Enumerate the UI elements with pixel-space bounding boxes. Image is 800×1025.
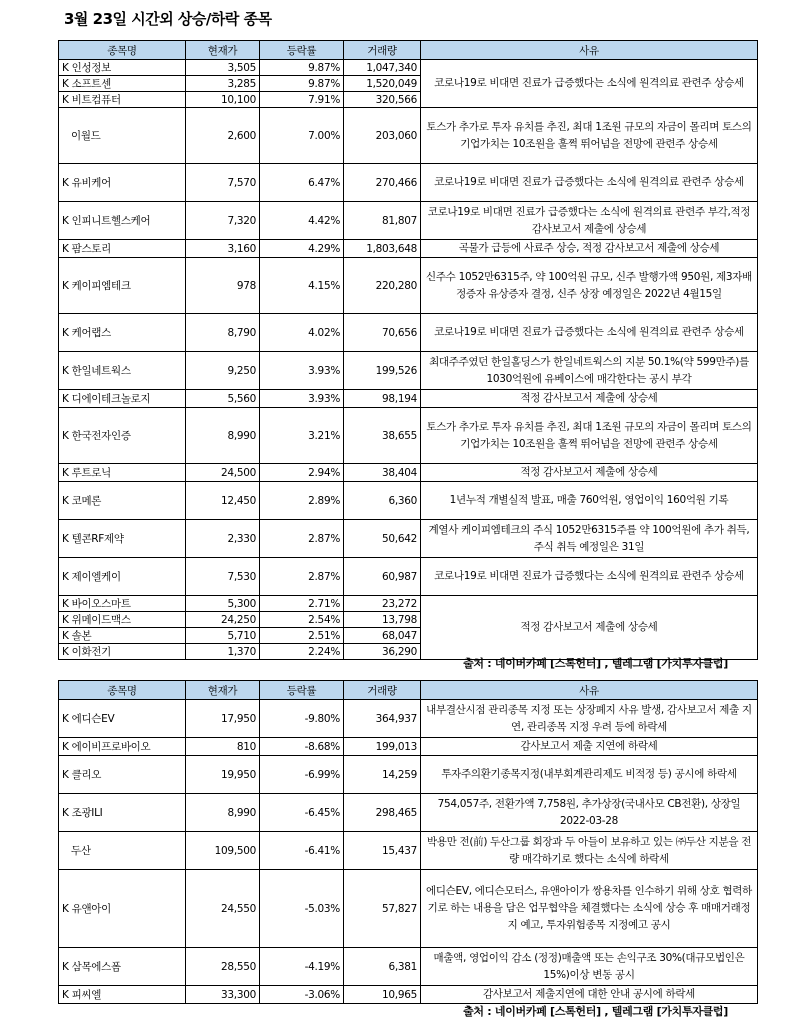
stock-reason: 매출액, 영업이익 감소 (정정)매출액 또는 손익구조 30%(대규모법인은 15%)이상 변동 공시 <box>421 948 758 986</box>
stock-reason: 에디슨EV, 에디슨모터스, 유앤아이가 쌍용차를 인수하기 위해 상호 협력하기로 하는 내용을 담은 업무협약을 체결했다는 소식에 상승 후 매매거래정지 예고, 투자위험종목 지정예고 공시 <box>421 870 758 948</box>
stock-change: 2.87% <box>260 520 344 558</box>
stock-reason: 신주수 1052만6315주, 약 100억원 규모, 신주 발행가액 950원, 제3자배정증자 유상증자 결정, 신주 상장 예정일은 2022년 4월15일 <box>421 258 758 314</box>
stock-reason: 감사보고서 제출 지연에 하락세 <box>421 738 758 756</box>
stock-price: 5,710 <box>186 628 260 644</box>
table-row <box>59 596 758 612</box>
table-row <box>59 108 758 164</box>
stock-change: 4.02% <box>260 314 344 352</box>
stock-price: 810 <box>186 738 260 756</box>
stock-price: 3,285 <box>186 76 260 92</box>
stock-volume: 1,047,340 <box>344 60 421 76</box>
stock-volume: 50,642 <box>344 520 421 558</box>
table-row <box>59 164 758 202</box>
stock-name: K 디에이테크놀로지 <box>59 390 186 408</box>
stock-name: K 이화전기 <box>59 644 186 660</box>
stock-name: K 조광ILI <box>59 794 186 832</box>
stock-reason: 754,057주, 전환가액 7,758원, 추가상장(국내사모 CB전환), 상장일 2022-03-28 <box>421 794 758 832</box>
table-row <box>59 700 758 738</box>
stock-change: 6.47% <box>260 164 344 202</box>
table-row <box>59 202 758 240</box>
stock-reason: 코로나19로 비대면 진료가 급증했다는 소식에 원격의료 관련주 상승세 <box>421 164 758 202</box>
stock-reason: 토스가 추가로 투자 유치를 추진, 최대 1조원 규모의 자금이 몰리며 토스의 기업가치는 10조원을 훌쩍 뛰어넘을 전망에 관련주 상승세 <box>421 408 758 464</box>
stock-change: 2.87% <box>260 558 344 596</box>
source-note: 출처 : 네이버카페 [스톡헌터] , 텔레그램 [가치투자클럽] <box>463 657 728 670</box>
stock-name: K 인성정보 <box>59 60 186 76</box>
stock-name: K 제이엘케이 <box>59 558 186 596</box>
stock-reason: 코로나19로 비대면 진료가 급증했다는 소식에 원격의료 관련주 상승세 <box>421 60 758 108</box>
stock-change: -9.80% <box>260 700 344 738</box>
stock-price: 33,300 <box>186 986 260 1004</box>
stock-reason: 토스가 추가로 투자 유치를 추진, 최대 1조원 규모의 자금이 몰리며 토스의 기업가치는 10조원을 훌쩍 뛰어넘을 전망에 관련주 상승세 <box>421 108 758 164</box>
header-change: 등락률 <box>260 681 344 700</box>
stock-reason: 박용만 전(前) 두산그룹 회장과 두 아들이 보유하고 있는 ㈜두산 지분을 전량 매각하기로 했다는 소식에 하락세 <box>421 832 758 870</box>
stock-reason: 코로나19로 비대면 진료가 급증했다는 소식에 원격의료 관련주 부각,적정 감사보고서 제출에 상승세 <box>421 202 758 240</box>
stock-name: K 케어랩스 <box>59 314 186 352</box>
stock-change: 7.00% <box>260 108 344 164</box>
stock-name: K 에디슨EV <box>59 700 186 738</box>
table-row <box>59 60 758 76</box>
stock-change: 4.29% <box>260 240 344 258</box>
stock-reason: 적정 감사보고서 제출에 상승세 <box>421 596 758 660</box>
stock-volume: 6,381 <box>344 948 421 986</box>
stock-price: 978 <box>186 258 260 314</box>
stock-change: 2.94% <box>260 464 344 482</box>
stock-name: K 피씨엘 <box>59 986 186 1004</box>
stock-volume: 57,827 <box>344 870 421 948</box>
stock-reason: 적정 감사보고서 제출에 상승세 <box>421 464 758 482</box>
stock-price: 8,790 <box>186 314 260 352</box>
stock-price: 10,100 <box>186 92 260 108</box>
stock-volume: 203,060 <box>344 108 421 164</box>
stock-price: 7,570 <box>186 164 260 202</box>
header-reason: 사유 <box>421 681 758 700</box>
stock-volume: 220,280 <box>344 258 421 314</box>
stock-volume: 6,360 <box>344 482 421 520</box>
stock-price: 17,950 <box>186 700 260 738</box>
table-row <box>59 832 758 870</box>
header-volume: 거래량 <box>344 681 421 700</box>
stock-change: 3.93% <box>260 352 344 390</box>
stock-reason: 적정 감사보고서 제출에 상승세 <box>421 390 758 408</box>
stock-change: -6.41% <box>260 832 344 870</box>
stock-reason: 계열사 케이피엠테크의 주식 1052만6315주를 약 100억원에 추가 취득, 주식 취득 예정일은 31일 <box>421 520 758 558</box>
stock-change: -6.45% <box>260 794 344 832</box>
stock-change: 2.24% <box>260 644 344 660</box>
stock-volume: 1,520,049 <box>344 76 421 92</box>
stock-change: 2.51% <box>260 628 344 644</box>
stock-change: 9.87% <box>260 60 344 76</box>
table-row <box>59 520 758 558</box>
table-row <box>59 558 758 596</box>
stock-volume: 98,194 <box>344 390 421 408</box>
table-row <box>59 352 758 390</box>
stock-reason: 내부결산시점 관리종목 지정 또는 상장폐지 사유 발생, 감사보고서 제출 지연, 관리종목 지정 우려 등에 하락세 <box>421 700 758 738</box>
stock-price: 1,370 <box>186 644 260 660</box>
stock-name: K 솔본 <box>59 628 186 644</box>
stock-change: 3.21% <box>260 408 344 464</box>
stock-change: 4.42% <box>260 202 344 240</box>
stock-name: K 한일네트웍스 <box>59 352 186 390</box>
stock-change: 4.15% <box>260 258 344 314</box>
stock-change: 9.87% <box>260 76 344 92</box>
stock-name: K 위메이드맥스 <box>59 612 186 628</box>
stock-name: 두산 <box>59 832 186 870</box>
stock-change: -8.68% <box>260 738 344 756</box>
table-row <box>59 258 758 314</box>
stock-price: 24,500 <box>186 464 260 482</box>
header-price: 현재가 <box>186 681 260 700</box>
stock-change: 2.54% <box>260 612 344 628</box>
stock-reason: 투자주의환기종목지정(내부회계관리제도 비적정 등) 공시에 하락세 <box>421 756 758 794</box>
table-row <box>59 738 758 756</box>
stock-name: 이월드 <box>59 108 186 164</box>
stock-reason: 곡물가 급등에 사료주 상승, 적정 감사보고서 제출에 상승세 <box>421 240 758 258</box>
stock-price: 2,330 <box>186 520 260 558</box>
stock-change: -5.03% <box>260 870 344 948</box>
stock-price: 19,950 <box>186 756 260 794</box>
stock-name: K 한국전자인증 <box>59 408 186 464</box>
stock-volume: 364,937 <box>344 700 421 738</box>
stock-name: K 바이오스마트 <box>59 596 186 612</box>
stock-change: 2.71% <box>260 596 344 612</box>
stock-reason: 최대주주였던 한일홀딩스가 한일네트웍스의 지분 50.1%(약 599만주)를 1030억원에 유베이스에 매각한다는 공시 부각 <box>421 352 758 390</box>
stock-reason: 코로나19로 비대면 진료가 급증했다는 소식에 원격의료 관련주 상승세 <box>421 558 758 596</box>
stock-change: -6.99% <box>260 756 344 794</box>
stock-volume: 10,965 <box>344 986 421 1004</box>
stock-name: K 코메론 <box>59 482 186 520</box>
table-header-row <box>59 41 758 60</box>
stock-reason: 감사보고서 제출지연에 대한 안내 공시에 하락세 <box>421 986 758 1004</box>
stock-change: -3.06% <box>260 986 344 1004</box>
table-row <box>59 948 758 986</box>
stock-change: 7.91% <box>260 92 344 108</box>
table-row <box>59 408 758 464</box>
stock-name: K 유비케어 <box>59 164 186 202</box>
table-row <box>59 314 758 352</box>
stock-volume: 199,013 <box>344 738 421 756</box>
stock-volume: 270,466 <box>344 164 421 202</box>
header-price: 현재가 <box>186 41 260 60</box>
header-name: 종목명 <box>59 41 186 60</box>
stock-price: 7,320 <box>186 202 260 240</box>
stock-volume: 60,987 <box>344 558 421 596</box>
stock-volume: 81,807 <box>344 202 421 240</box>
stock-volume: 1,803,648 <box>344 240 421 258</box>
falling-stocks-table <box>58 680 758 1004</box>
stock-price: 109,500 <box>186 832 260 870</box>
source-note: 출처 : 네이버카페 [스톡헌터] , 텔레그램 [가치투자클럽] <box>463 1005 728 1018</box>
stock-volume: 23,272 <box>344 596 421 612</box>
stock-volume: 298,465 <box>344 794 421 832</box>
stock-volume: 38,655 <box>344 408 421 464</box>
stock-volume: 199,526 <box>344 352 421 390</box>
header-change: 등락률 <box>260 41 344 60</box>
stock-volume: 15,437 <box>344 832 421 870</box>
stock-change: 2.89% <box>260 482 344 520</box>
rising-body <box>59 60 758 660</box>
table-row <box>59 464 758 482</box>
stock-volume: 68,047 <box>344 628 421 644</box>
table-row <box>59 794 758 832</box>
stock-name: K 비트컴퓨터 <box>59 92 186 108</box>
page-title: 3월 23일 시간외 상승/하락 종목 <box>64 10 272 28</box>
stock-price: 24,250 <box>186 612 260 628</box>
stock-name: K 인피니트헬스케어 <box>59 202 186 240</box>
stock-reason: 1년누적 개별실적 발표, 매출 760억원, 영업이익 160억원 기록 <box>421 482 758 520</box>
table-row <box>59 986 758 1004</box>
stock-change: 3.93% <box>260 390 344 408</box>
stock-volume: 70,656 <box>344 314 421 352</box>
table-row <box>59 390 758 408</box>
stock-volume: 320,566 <box>344 92 421 108</box>
rising-stocks-table <box>58 40 758 660</box>
stock-price: 28,550 <box>186 948 260 986</box>
stock-name: K 팜스토리 <box>59 240 186 258</box>
stock-volume: 14,259 <box>344 756 421 794</box>
header-volume: 거래량 <box>344 41 421 60</box>
stock-price: 2,600 <box>186 108 260 164</box>
stock-name: K 유앤아이 <box>59 870 186 948</box>
stock-volume: 13,798 <box>344 612 421 628</box>
table-row <box>59 756 758 794</box>
stock-name: K 케이피엠테크 <box>59 258 186 314</box>
stock-name: K 루트로닉 <box>59 464 186 482</box>
stock-price: 12,450 <box>186 482 260 520</box>
table-row <box>59 240 758 258</box>
table-row <box>59 482 758 520</box>
stock-price: 9,250 <box>186 352 260 390</box>
stock-price: 3,505 <box>186 60 260 76</box>
stock-name: K 에이비프로바이오 <box>59 738 186 756</box>
stock-price: 5,560 <box>186 390 260 408</box>
table-header-row <box>59 681 758 700</box>
stock-name: K 텔콘RF제약 <box>59 520 186 558</box>
stock-price: 8,990 <box>186 794 260 832</box>
stock-volume: 38,404 <box>344 464 421 482</box>
stock-price: 3,160 <box>186 240 260 258</box>
stock-name: K 소프트센 <box>59 76 186 92</box>
table-row <box>59 870 758 948</box>
stock-name: K 클리오 <box>59 756 186 794</box>
header-name: 종목명 <box>59 681 186 700</box>
stock-price: 5,300 <box>186 596 260 612</box>
stock-name: K 삼목에스폼 <box>59 948 186 986</box>
stock-reason: 코로나19로 비대면 진료가 급증했다는 소식에 원격의료 관련주 상승세 <box>421 314 758 352</box>
falling-body <box>59 700 758 1004</box>
stock-volume: 36,290 <box>344 644 421 660</box>
stock-price: 24,550 <box>186 870 260 948</box>
stock-change: -4.19% <box>260 948 344 986</box>
stock-price: 8,990 <box>186 408 260 464</box>
header-reason: 사유 <box>421 41 758 60</box>
stock-price: 7,530 <box>186 558 260 596</box>
